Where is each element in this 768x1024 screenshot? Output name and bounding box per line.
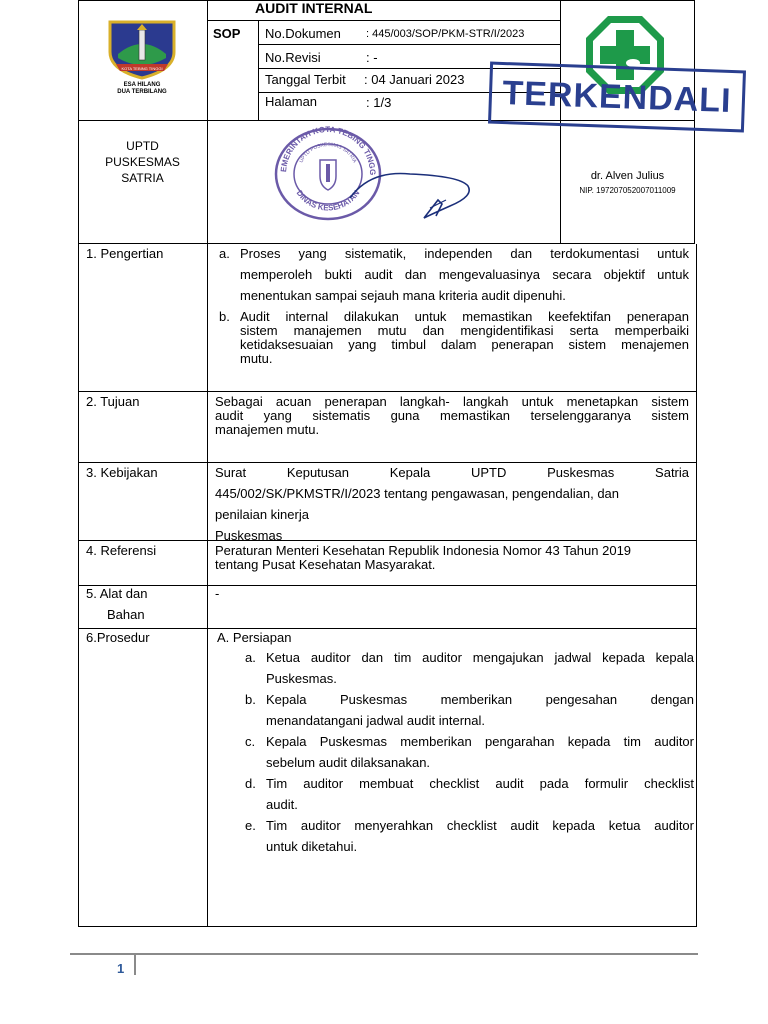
logo-motto-line1: ESA HILANG bbox=[123, 82, 161, 88]
field-value-halaman: : 1/3 bbox=[366, 95, 392, 110]
referensi-line2: tentang Pusat Kesehatan Masyarakat. bbox=[215, 557, 436, 572]
pengertian-item-b-line1: Audit internal dilakukan untuk memastikan keefektifan penerapan bbox=[240, 309, 689, 324]
prosedur-step-d-line2: audit. bbox=[266, 797, 298, 812]
city-logo bbox=[104, 18, 180, 98]
org-name-line3: SATRIA bbox=[121, 171, 164, 185]
section-label-pengertian: 1. Pengertian bbox=[86, 246, 164, 261]
document-title: AUDIT INTERNAL bbox=[255, 0, 373, 16]
prosedur-step-c-marker: c. bbox=[245, 734, 256, 749]
prosedur-step-c-line2: sebelum audit dilaksanakan. bbox=[266, 755, 431, 770]
logo-motto-line2: DUA TERBILANG bbox=[117, 89, 167, 95]
terkendali-stamp-text: TERKENDALI bbox=[501, 74, 733, 120]
kebijakan-line2: 445/002/SK/PKMSTR/I/2023 tentang pengawasan, pengendalian, dan bbox=[215, 486, 620, 501]
org-name-line2: PUSKESMAS bbox=[105, 155, 180, 169]
prosedur-step-b-line1: Kepala Puskesmas memberikan pengesahan dengan bbox=[266, 692, 694, 707]
kebijakan-line1: Surat Keputusan Kepala UPTD Puskesmas Satria bbox=[215, 465, 689, 480]
signature-scribble-icon bbox=[340, 160, 480, 222]
pengertian-item-b-line4: mutu. bbox=[240, 351, 273, 366]
section-label-referensi: 4. Referensi bbox=[86, 543, 157, 558]
prosedur-step-e-marker: e. bbox=[245, 818, 256, 833]
prosedur-step-a-line2: Puskesmas. bbox=[266, 671, 337, 686]
field-value-tanggal-terbit: : 04 Januari 2023 bbox=[364, 72, 465, 87]
footer-rule bbox=[70, 953, 698, 955]
kebijakan-line4: Puskesmas bbox=[215, 528, 283, 543]
field-value-no-revisi: : - bbox=[366, 50, 378, 65]
signature bbox=[340, 160, 480, 222]
pengertian-item-b-line2: sistem manajemen mutu dan mengidentifikasi serta memperbaiki bbox=[240, 323, 689, 338]
field-label-tanggal-terbit: Tanggal Terbit bbox=[265, 72, 346, 87]
signer-nip: NIP. 197207052007011009 bbox=[579, 186, 676, 195]
field-value-no-dokumen: : 445/003/SOP/PKM-STR/I/2023 bbox=[366, 28, 525, 40]
tujuan-line2: audit yang sistematis guna memastikan terselenggaranya sistem bbox=[215, 408, 689, 423]
tujuan-line1: Sebagai acuan penerapan langkah- langkah untuk menetapkan sistem bbox=[215, 394, 689, 409]
terkendali-stamp bbox=[488, 62, 746, 133]
pengertian-item-a-line1: Proses yang sistematik, independen dan terdokumentasi untuk bbox=[240, 246, 689, 261]
signer-name: dr. Alven Julius bbox=[590, 170, 665, 182]
field-label-no-dokumen: No.Dokumen bbox=[265, 26, 341, 41]
footer-page-divider bbox=[134, 955, 136, 975]
prosedur-step-e-line1: Tim auditor menyerahkan checklist audit kepada ketua auditor bbox=[266, 818, 694, 833]
field-label-no-revisi: No.Revisi bbox=[265, 50, 321, 65]
prosedur-step-a-marker: a. bbox=[245, 650, 256, 665]
prosedur-step-d-marker: d. bbox=[245, 776, 256, 791]
tujuan-line3: manajemen mutu. bbox=[215, 422, 320, 437]
prosedur-step-a-line1: Ketua auditor dan tim auditor mengajukan jadwal kepada kepala bbox=[266, 650, 694, 665]
pengertian-item-a-line2: memperoleh bukti audit dan mengevaluasinya secara objektif untuk bbox=[240, 267, 689, 282]
prosedur-step-c-line1: Kepala Puskesmas memberikan pengarahan kepada tim auditor bbox=[266, 734, 694, 749]
section-label-kebijakan: 3. Kebijakan bbox=[86, 465, 158, 480]
sop-label: SOP bbox=[213, 26, 241, 41]
section-label-tujuan: 2. Tujuan bbox=[86, 394, 140, 409]
section-label-alat-line1: 5. Alat dan bbox=[86, 586, 148, 601]
section-label-alat-line2: Bahan bbox=[107, 607, 145, 622]
prosedur-step-d-line1: Tim auditor membuat checklist audit pada formulir checklist bbox=[266, 776, 694, 791]
pengertian-item-b-marker: b. bbox=[219, 309, 230, 324]
logo-banner: KOTA TEBING TINGGI bbox=[121, 66, 163, 71]
pengertian-item-a-line3: menentukan sampai sejauh mana kriteria audit dipenuhi. bbox=[240, 288, 566, 303]
stamp-text-inner: UPTD PUSKESMAS SATRIA bbox=[298, 141, 358, 164]
alat-value: - bbox=[215, 586, 220, 601]
org-name-line1: UPTD bbox=[126, 139, 159, 153]
prosedur-heading: A. Persiapan bbox=[217, 630, 292, 645]
section-label-prosedur: 6.Prosedur bbox=[86, 630, 150, 645]
kebijakan-line3: penilaian kinerja bbox=[215, 507, 309, 522]
prosedur-step-b-marker: b. bbox=[245, 692, 256, 707]
pengertian-item-a-marker: a. bbox=[219, 246, 230, 261]
footer-page-number: 1 bbox=[117, 961, 125, 976]
prosedur-step-e-line2: untuk diketahui. bbox=[266, 839, 358, 854]
field-label-halaman: Halaman bbox=[265, 94, 318, 109]
stamp-text-top: EMERINTAH KOTA TEBING TINGG bbox=[278, 126, 378, 176]
pengertian-item-b-line3: ketidaksesuaian yang timbul dalam penerapan sistem menajemen bbox=[240, 337, 689, 352]
stamp-text-bottom: DINAS KESEHATAN bbox=[294, 188, 362, 213]
referensi-line1: Peraturan Menteri Kesehatan Republik Indonesia Nomor 43 Tahun 2019 bbox=[215, 543, 632, 558]
prosedur-step-b-line2: menandatangani jadwal audit internal. bbox=[266, 713, 485, 728]
